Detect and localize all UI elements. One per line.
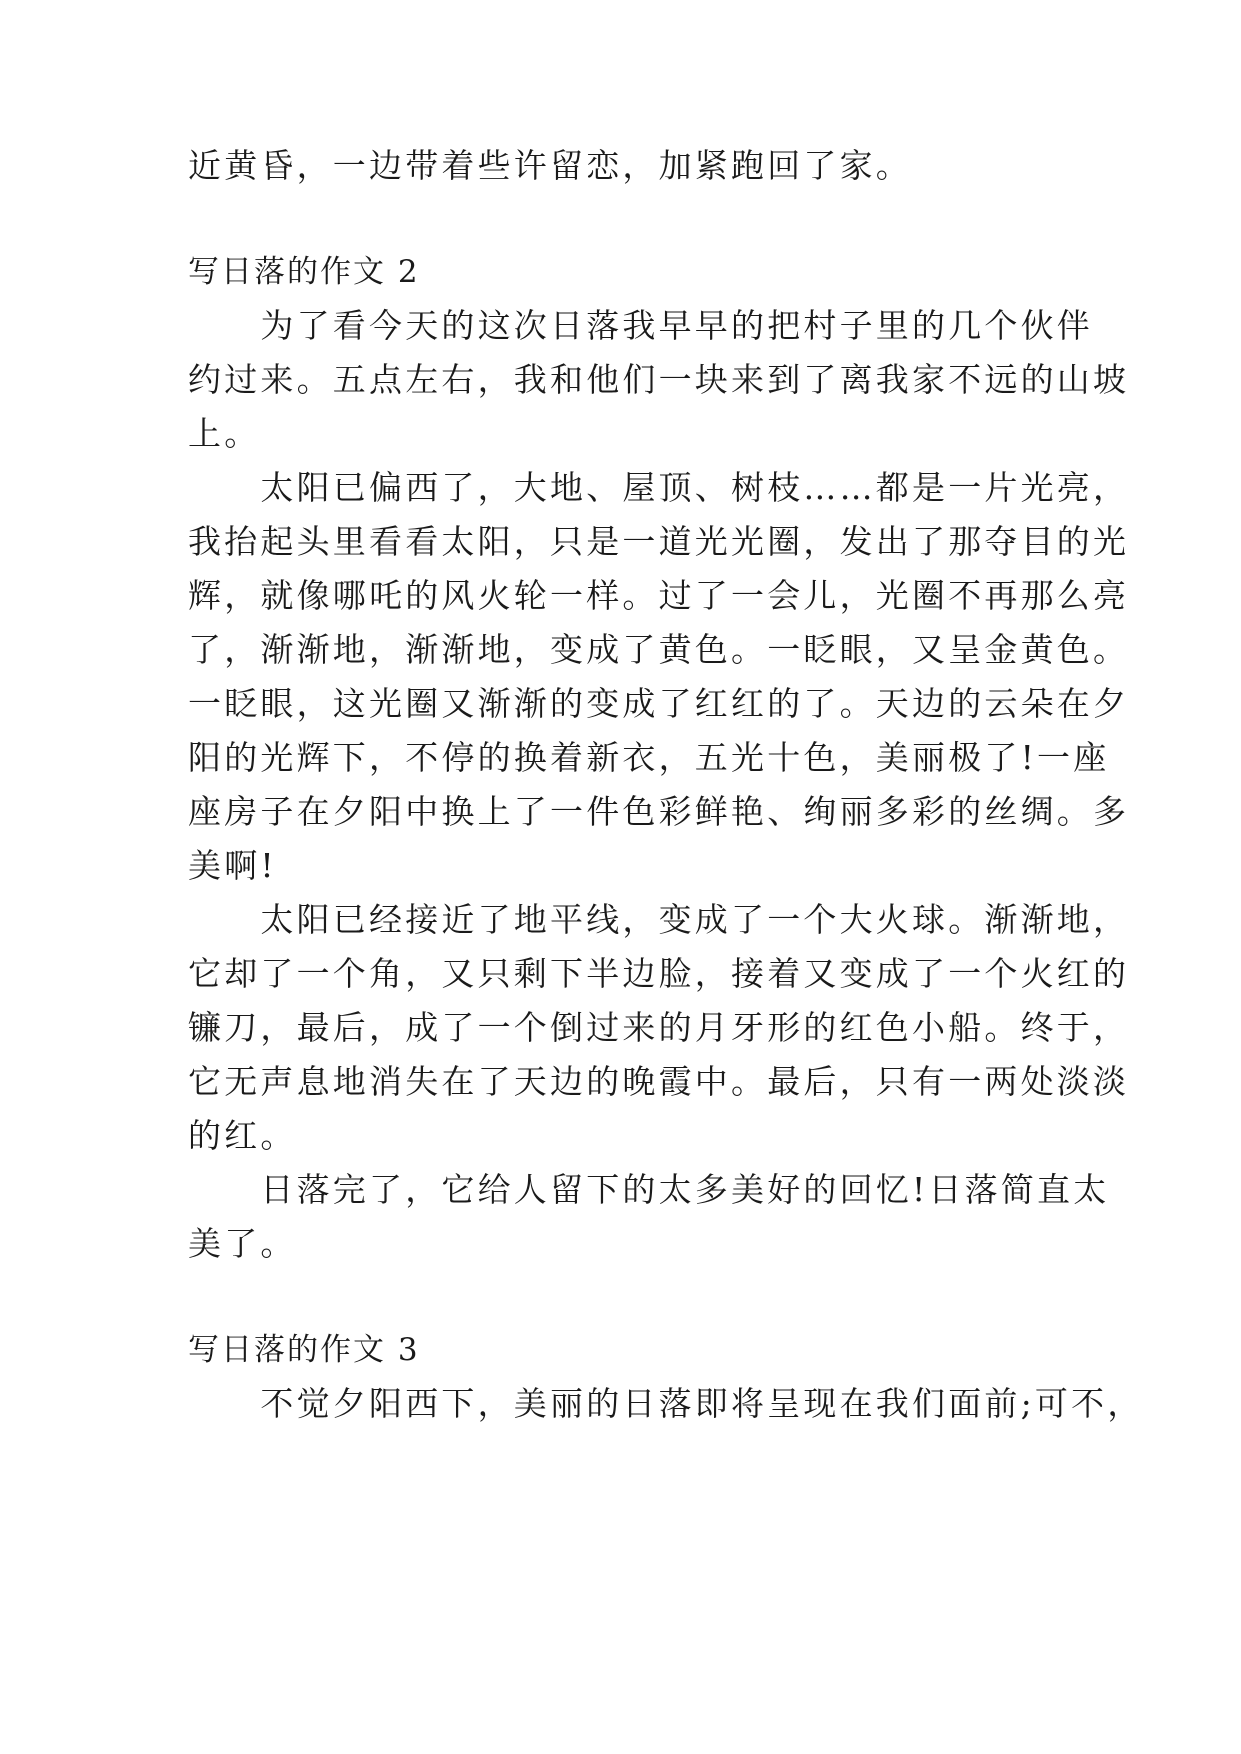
text-line: 近黄昏，一边带着些许留恋，加紧跑回了家。 — [188, 146, 912, 185]
document-page — [188, 0, 1144, 1754]
text-line: 太阳已经接近了地平线，变成了一个大火球。渐渐地， — [188, 900, 1130, 939]
text-line: 它无声息地消失在了天边的晚霞中。最后，只有一两处淡淡 — [188, 1062, 1130, 1101]
text-line: 上。 — [188, 414, 261, 453]
text-line: 日落完了，它给人留下的太多美好的回忆!日落简直太 — [188, 1170, 1110, 1209]
text-line: 了，渐渐地，渐渐地，变成了黄色。一眨眼，又呈金黄色。 — [188, 630, 1130, 669]
text-line: 美啊! — [188, 846, 277, 885]
text-line: 太阳已偏西了，大地、屋顶、树枝……都是一片光亮， — [188, 468, 1130, 507]
text-line: 辉，就像哪吒的风火轮一样。过了一会儿，光圈不再那么亮 — [188, 576, 1130, 615]
section-heading: 写日落的作文 2 — [188, 254, 420, 290]
text-line: 镰刀，最后，成了一个倒过来的月牙形的红色小船。终于， — [188, 1008, 1130, 1047]
text-line: 它却了一个角，又只剩下半边脸，接着又变成了一个火红的 — [188, 954, 1130, 993]
text-line: 座房子在夕阳中换上了一件色彩鲜艳、绚丽多彩的丝绸。多 — [188, 792, 1130, 831]
text-line: 阳的光辉下，不停的换着新衣，五光十色，美丽极了!一座 — [188, 738, 1110, 777]
text-line: 一眨眼，这光圈又渐渐的变成了红红的了。天边的云朵在夕 — [188, 684, 1130, 723]
text-line: 我抬起头里看看太阳，只是一道光光圈，发出了那夺目的光 — [188, 522, 1130, 561]
text-line: 为了看今天的这次日落我早早的把村子里的几个伙伴 — [188, 306, 1093, 345]
section-heading: 写日落的作文 3 — [188, 1332, 420, 1368]
text-line: 的红。 — [188, 1116, 297, 1155]
text-line: 约过来。五点左右，我和他们一块来到了离我家不远的山坡 — [188, 360, 1130, 399]
text-line: 不觉夕阳西下，美丽的日落即将呈现在我们面前;可不， — [188, 1384, 1144, 1423]
text-line: 美了。 — [188, 1224, 297, 1263]
